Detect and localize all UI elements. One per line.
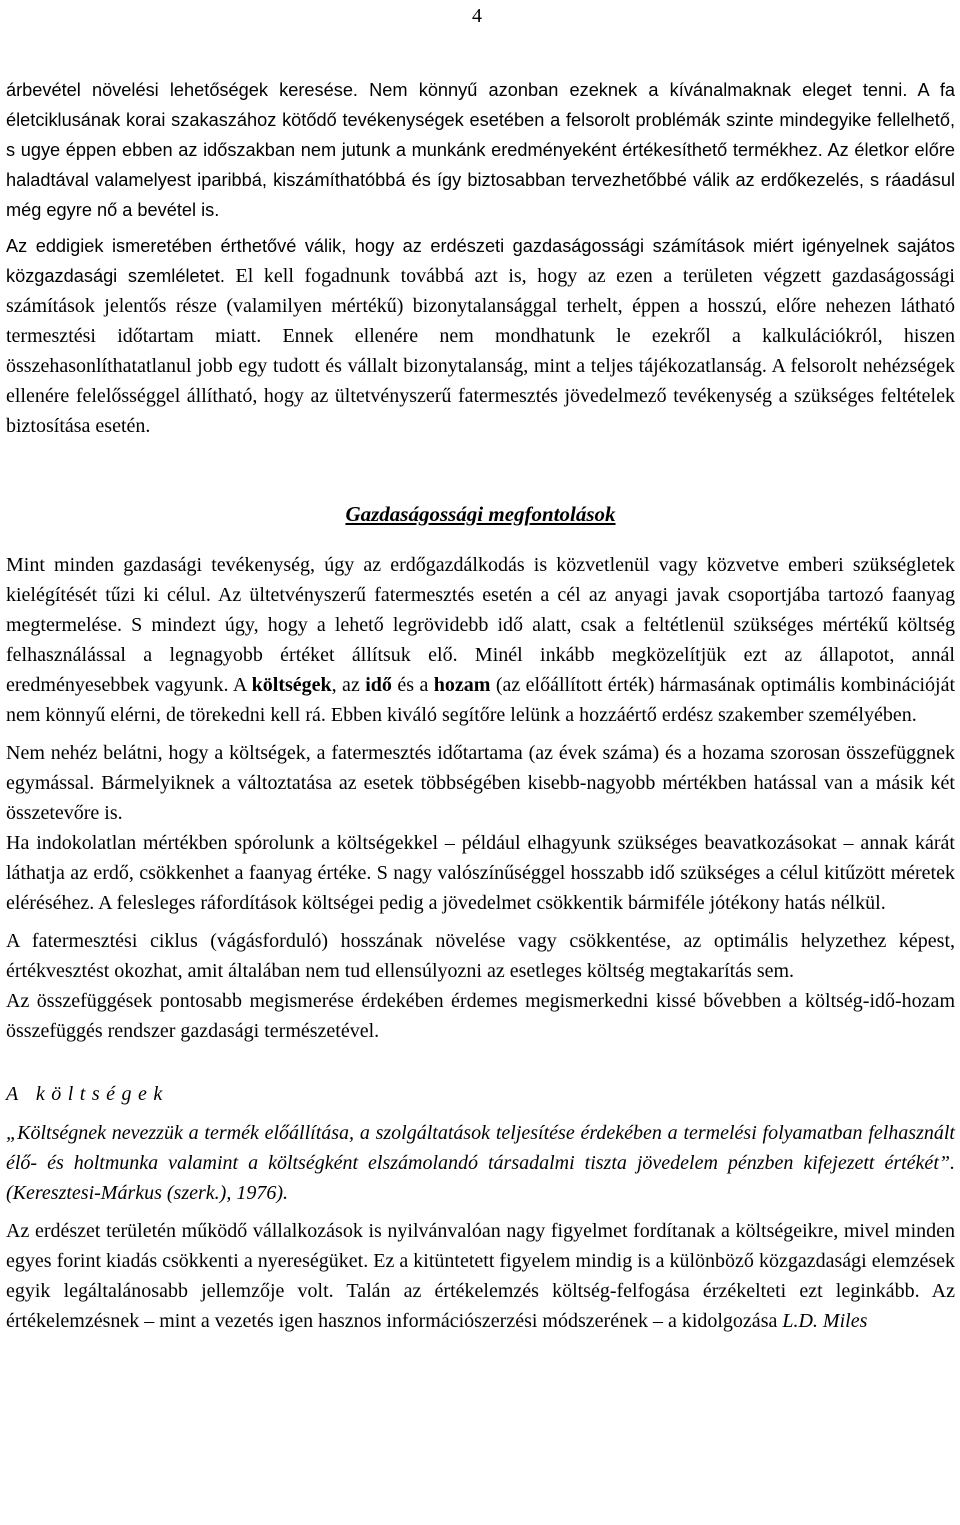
- page-number: 4: [472, 5, 482, 27]
- section-title: Gazdaságossági megfontolások: [345, 502, 616, 526]
- quote-cost-definition: „Költségnek nevezzük a termék előállítása, a szolgáltatások teljesítése érdekében a termelési folyamatban felhasznált élő- és holtmunka valamint a költségként elszámolandó társadalmi tiszta jövedelem pénzben kifejezett értékét”. (Keresztesi-Márkus (szerk.), 1976).: [6, 1122, 955, 1204]
- paragraph-economic-text-a: Mint minden gazdasági tevékenység, úgy az erdőgazdálkodás is közvetlenül vagy közvetve emberi szükségletek kielégítését tűzi ki célul. Az ültetvényszerű fatermesztés esetén a cél az anyagi javak csoportjába tartozó faanyag megtermelése. S mindezt úgy, hogy a lehető legrövidebb idő alatt, csak a feltétlenül szükséges mértékű költség felhasználással a legnagyobb értéket állítsuk elő. Minél inkább megközelítjük ezt az állapotot, annál eredményesebbek vagyunk. A: [6, 554, 955, 696]
- author-reference: L.D. Miles: [782, 1310, 868, 1332]
- paragraph-rotation-length: A fatermesztési ciklus (vágásforduló) hosszának növelése vagy csökkentése, az optimális helyzethez képest, értékvesztést okozhat, amit általában nem tud ellensúlyozni az esetleges költség megtakarítás sem.: [6, 930, 955, 982]
- paragraph-intro: [6, 75, 955, 225]
- subheading-costs: A költségek: [6, 1083, 169, 1105]
- paragraph-economic-text-d: és a: [397, 674, 429, 696]
- paragraph-interdependence: Nem nehéz belátni, hogy a költségek, a fatermesztés időtartama (az évek száma) és a hozama szorosan összefüggnek egymással. Bármelyiknek a változtatása az esetek többségében kisebb-nagyobb mértékben hatással van a másik két összetevőre is.: [6, 742, 955, 824]
- keyword-time: idő: [365, 674, 392, 696]
- keyword-yield: hozam: [433, 674, 491, 696]
- document-body: [6, 75, 955, 1336]
- paragraph-economic-text-e: (az előállított érték) hármasának optimális kombinációját nem könnyű elérni, de törekedni kell rá. Ebben kiváló segítőre lelünk a hozzáértő erdész szakember személyében.: [6, 674, 956, 726]
- paragraph-intro-text-b: Az életkor előre haladtával valamelyest iparibbá, kiszámíthatóbbá és így biztosabban tervezhetőbbé válik az erdőkezelés, s ráadásul még egyre nő a bevétel is.: [6, 140, 955, 220]
- paragraph-uncertainty-text-b: El kell fogadnunk továbbá azt is, hogy az ezen a területen végzett gazdaságossági számítások jelentős része (valamilyen mértékű) bizonytalansággal terhelt, éppen a hosszú, előre nehezen látható termesztési időtartam miatt. Ennek ellenére nem mondhatunk le ezekről a kalkulációkról, hiszen összehasonlíthatatlanul jobb egy tudott és vállalt bizonytalanság, mint a teljes tájékozatlanság. A felsorolt nehézségek ellenére felelősséggel állítható, hogy az ültetvényszerű fatermesztés jövedelmező tevékenység a szükséges feltételek biztosítása esetén.: [6, 265, 955, 437]
- paragraph-intro-text-a: árbevétel növelési lehetőségek keresése. Nem könnyű azonban ezeknek a kívánalmaknak eleget tenni. A fa életciklusának korai szakaszához kötődő tevékenységek esetében a felsorolt problémák szinte mindegyike fellelhető, s ugye éppen ebben az időszakban nem jutunk a munkánk eredményeként értékesíthető termékhez.: [6, 80, 955, 160]
- paragraph-forestry-enterprises: [6, 1216, 955, 1336]
- paragraph-economic-activity: [6, 550, 955, 730]
- paragraph-uncertainty-text-a: Az eddigiek ismeretében érthetővé válik, hogy az erdészeti gazdaságossági számítások miért igényelnek sajátos közgazdasági szemléletet.: [6, 236, 955, 286]
- paragraph-forestry-text-a: Az erdészet területén működő vállalkozások is nyilvánvalóan nagy figyelmet fordítanak a költségeikre, mivel minden egyes forint kiadás csökkenti a nyereségüket. Ez a kitüntetett figyelem mindig is a különböző közgazdasági elemzések egyik legáltalánosabb jellemzője volt. Talán az értékelemzés költség-felfogása érzékelteti ezt leginkább. Az értékelemzésnek – mint a vezetés igen hasznos információszerzési módszerének – a kidolgozása: [6, 1220, 955, 1332]
- keyword-costs: költségek: [251, 674, 332, 696]
- paragraph-uncertainty: [6, 231, 955, 441]
- paragraph-economic-text-c: , az: [331, 674, 360, 696]
- paragraph-cost-saving: Ha indokolatlan mértékben spórolunk a költségekkel – például elhagyunk szükséges beavatkozásokat – annak kárát láthatja az erdő, csökkenhet a faanyag értéke. S nagy valószínűséggel hosszabb idő szükséges a célul kitűzött méretek eléréséhez. A felesleges ráfordítások költségei pedig a jövedelmet csökkentik bármiféle jótékony hatás nélkül.: [6, 832, 955, 914]
- paragraph-relationships: Az összefüggések pontosabb megismerése érdekében érdemes megismerkedni kissé bővebben a költség-idő-hozam összefüggés rendszer gazdasági természetével.: [6, 990, 955, 1042]
